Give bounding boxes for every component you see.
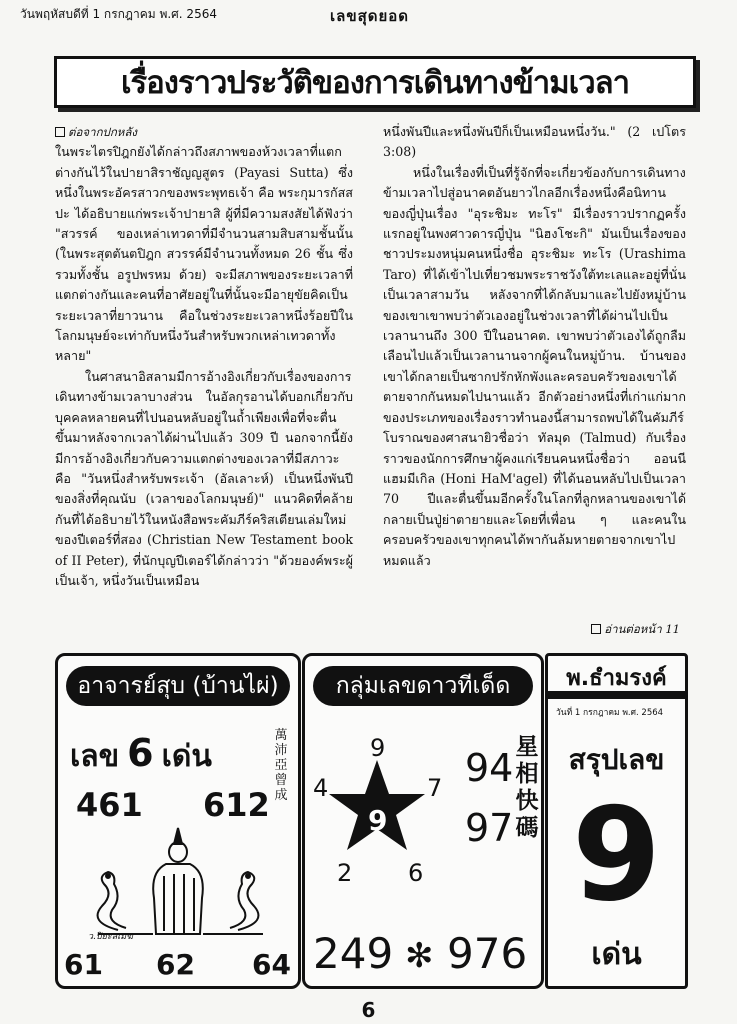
panel-ajarn-sub (55, 653, 301, 989)
star-left-number: 4 (313, 774, 329, 802)
panel-title: กลุ่มเลขดาวทีเด็ด (313, 666, 533, 706)
panel-title: พ.ธำมรงค์ (566, 666, 667, 691)
lead-number: 6 (127, 731, 154, 775)
continued-note: อ่านต่อหน้า 11 (591, 621, 680, 639)
article-column-left (55, 122, 353, 591)
star-bottom-right-number: 6 (408, 859, 424, 887)
article-column-right (383, 122, 686, 571)
bottom-number: 976 (447, 929, 528, 978)
header-date: วันพฤหัสบดีที่ 1 กรกฎาคม พ.ศ. 2564 (20, 7, 217, 21)
bottom-number: 64 (252, 948, 291, 981)
star-bottom-left-number: 2 (337, 859, 353, 887)
publication-name: เลขสุดยอด (330, 7, 410, 25)
paragraph: ในพระไตรปิฎกยังได้กล่าวถึงสภาพของห้วงเวลาที่แตกต่างกันไว้ในปายาสิราชัญญสูตร (Payasi Sutta) ซึ่งหนึ่งในพระอัครสาวกของพระพุทธเจ้า คือ พระกุมารกัสสปะ ได้อธิบายแก่พระเจ้าปายาสิ ผู้ที่มีความสงสัยได้ฟังว่า "สวรรค์ ของเหล่าเทวดาที่มีจำนวนสามสิบสามชั้นนั้น (ในพระสุตตันตปิฎก สวรรค์มีจำนวนทั้งหมด 26 ชั้น ซึ่งรวมทั้งชั้น อรูปพรหม ด้วย) จะมีสภาพของระยะเวลาที่แตกต่างกันและคนที่อาศัยอยู่ในที่นั้นจะมีอายุขัยคิดเป็นระยะเวลาที่ยาวนาน คือในช่วงระยะเวลาหนึ่งร้อยปีในโลกมนุษย์จะเท่ากับหนึ่งวันสำหรับพวกเหล่าเทวดาทั้งหลาย" (55, 144, 353, 364)
section-marker: ต่อจากปกหลัง (55, 122, 353, 142)
cjk-vertical-text: 星 相 快 碼 (515, 733, 539, 841)
bottom-number: 62 (156, 948, 195, 981)
article-title: เรื่องราวประวัติของการเดินทางข้ามเวลา (120, 65, 630, 101)
lead-row (70, 731, 212, 780)
combo-number: 612 (203, 786, 270, 824)
page-number: 6 (361, 998, 376, 1022)
panel-star-numbers (302, 653, 544, 989)
illustration-caption: ว.ปิยะสเมฆ (88, 932, 133, 942)
summary-label: สรุปเลข (568, 743, 665, 776)
paragraph: หนึ่งพันปีและหนึ่งพันปีก็เป็นเหมือนหนึ่งวัน." (2 เปโตร 3:08) (383, 124, 686, 160)
star-center-number: 9 (368, 804, 388, 837)
bottom-number: 249 (313, 929, 394, 978)
star-top-number: 9 (370, 734, 386, 762)
square-bullet-icon (55, 127, 65, 137)
asterisk-separator: ✻ (405, 936, 434, 976)
lead-label: เลข (70, 739, 120, 774)
pair-number: 94 (465, 746, 514, 790)
combo-number: 461 (76, 786, 143, 824)
panel-date: วันที่ 1 กรกฎาคม พ.ศ. 2564 (556, 708, 664, 718)
summary-suffix: เด่น (591, 937, 642, 972)
title-banner (54, 56, 696, 108)
star-right-number: 7 (427, 774, 443, 802)
paragraph: ในศาสนาอิสลามมีการอ้างอิงเกี่ยวกับเรื่องของการเดินทางข้ามเวลาบางส่วน ในอัลกุรอานได้บอกเกี่ยวกับบุคคลหลายคนที่ไปนอนหลับอยู่ในถ้ำเพียงเพื่อที่จะตื่นขึ้นมาหลังจากเวลาได้ผ่านไปแล้ว 309 ปี นอกจากนี้ยังมีการอ้างอิงเกี่ยวกับความแตกต่างของเวลาที่มีสภาวะคือ "วันหนึ่งสำหรับพระเจ้า (อัลเลาะห์) เป็นหนึ่งพันปีของสิ่งที่คุณนับ (เวลาของโลกมนุษย์)" แนวคิดที่คล้ายกันที่ได้อธิบายไว้ในหนังสือพระคัมภีร์คริสเตียนเล่มใหม่ของปีเตอร์ที่สอง (Christian New Testament book of II Peter), ที่นักบุญปีเตอร์ได้กล่าวว่า "ด้วยองค์พระผู้เป็นเจ้า, หนึ่งวันเป็นเหมือน (55, 368, 353, 588)
summary-number: 9 (571, 781, 662, 930)
lead-suffix: เด่น (161, 739, 212, 774)
monk-with-nagas-illustration (78, 826, 278, 941)
title-divider (548, 691, 685, 699)
pair-number: 97 (465, 806, 514, 850)
paragraph: หนึ่งในเรื่องที่เป็นที่รู้จักที่จะเกี่ยวข้องกับการเดินทางข้ามเวลาไปสู่อนาคตอันยาวไกลอีกเรื่องหนึ่งคือนิทานของญี่ปุ่นเรื่อง "อุระชิมะ ทะโร" มีเรื่องราวปรากฏครั้งแรกอยู่ในพงศาวดารญี่ปุ่น "นิฮงโชะกิ" มันเป็นเรื่องของชาวประมงหนุ่มคนหนึ่งชื่อ อุระชิมะ ทะโร (Urashima Taro) ที่ได้เข้าไปเที่ยวชมพระราชวังใต้ทะเลและอยู่ที่นั่นเป็นเวลาสามวัน หลังจากที่ได้กลับมาและไปยังหมู่บ้านของเขาเขาพบว่าตัวเองอยู่ในช่วงเวลาที่ได้ผ่านไปเป็นเวลานานถึง 300 ปีในอนาคต. เขาพบว่าตัวเองได้ถูกลืมเลือนไปแล้วเป็นเวลานานจากผู้คนในหมู่บ้าน. บ้านของเขาได้กลายเป็นซากปรักหักพังและครอบครัวของเขาได้ตายจากกันหมดไปนานแล้ว อีกตัวอย่างหนึ่งที่เก่าแก่มากของประเภทของเรื่องราวทำนองนี้สามารถพบได้ในคัมภีร์โบราณของศาสนายิวชื่อว่า ทัลมุด (Talmud) กับเรื่องราวของนักการศึกษาผู้คงแก่เรียนคนหนึ่งชื่อว่า ออนนี แฮมมีเกิล (Honi HaM'agel) ที่ได้นอนหลับไปเป็นเวลา 70 ปีและตื่นขึ้นมอีกครั้งในโลกที่ลูกหลานของเขาได้กลายเป็นปู่ย่าตายายและโดยที่เพื่อน ๆ และคนในครอบครัวของเขาทุกคนได้พากันล้มหายตายจากเขาไปหมดแล้ว (383, 164, 686, 568)
bottom-number: 61 (64, 948, 103, 981)
panel-por-thammarong (545, 653, 688, 989)
panel-title: อาจารย์สุบ (บ้านไผ่) (66, 666, 290, 706)
square-bullet-icon (591, 624, 601, 634)
cjk-vertical-text: 萬 沛 亞 曾 成 (274, 728, 288, 803)
